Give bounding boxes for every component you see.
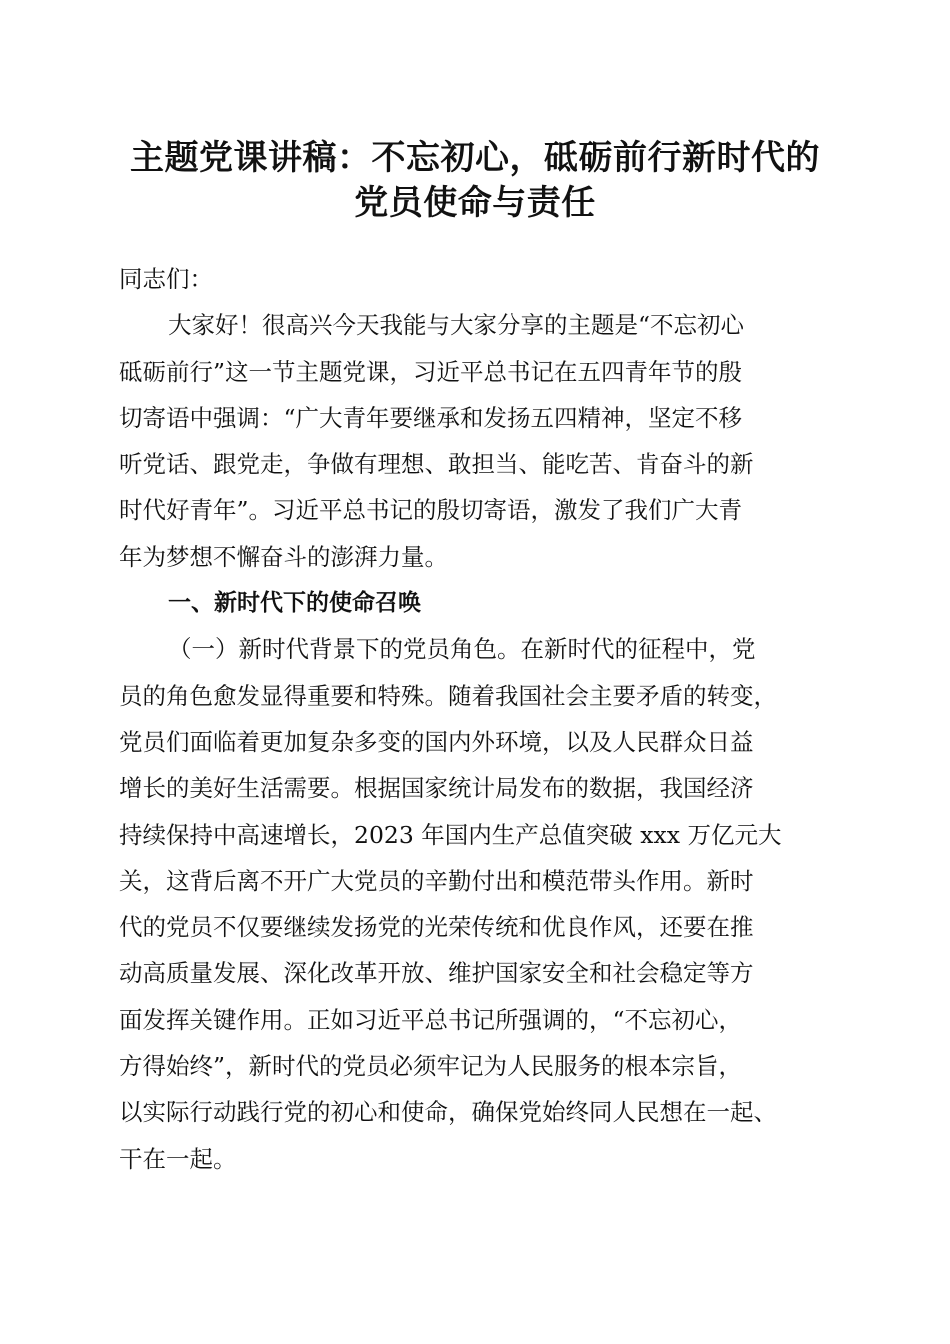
- paragraph-line: 以实际行动践行党的初心和使命，确保党始终同人民想在一起、: [119, 1098, 777, 1127]
- paragraph-line: 关，这背后离不开广大党员的辛勤付出和模范带头作用。新时: [119, 866, 754, 895]
- section-heading: 一、新时代下的使命召唤: [168, 590, 421, 617]
- paragraph-line: 员的角色愈发显得重要和特殊。随着我国社会主要矛盾的转变，: [119, 681, 777, 710]
- paragraph-line: 砥砺前行”这一节主题党课，习近平总书记在五四青年节的殷: [119, 357, 743, 386]
- document-body: [119, 256, 839, 1182]
- paragraph-line: 切寄语中强调：“广大青年要继承和发扬五四精神，坚定不移: [119, 403, 743, 432]
- paragraph-line: （一）新时代背景下的党员角色。在新时代的征程中，党: [168, 635, 756, 664]
- paragraph-line: 时代好青年”。习近平总书记的殷切寄语，激发了我们广大青: [119, 496, 743, 525]
- paragraph-line: 面发挥关键作用。正如习近平总书记所强调的，“不忘初心，: [119, 1005, 743, 1034]
- title-line-2: 党员使命与责任: [354, 183, 596, 223]
- paragraph-line: 持续保持中高速增长，2023 年国内生产总值突破 xxx 万亿元大: [119, 820, 782, 849]
- paragraph-line: 增长的美好生活需要。根据国家统计局发布的数据，我国经济: [119, 774, 754, 803]
- salutation: 同志们：: [119, 265, 213, 293]
- paragraph-line: 大家好！很高兴今天我能与大家分享的主题是“不忘初心: [168, 311, 745, 340]
- paragraph-line: 年为梦想不懈奋斗的澎湃力量。: [119, 542, 448, 571]
- paragraph-line: 听党话、跟党走，争做有理想、敢担当、能吃苦、肯奋斗的新: [119, 450, 754, 479]
- paragraph-line: 党员们面临着更加复杂多变的国内外环境，以及人民群众日益: [119, 727, 754, 756]
- title-line-1: 主题党课讲稿：不忘初心，砥砺前行新时代的: [130, 138, 820, 178]
- paragraph-line: 干在一起。: [119, 1144, 237, 1173]
- paragraph-line: 动高质量发展、深化改革开放、维护国家安全和社会稳定等方: [119, 959, 754, 988]
- paragraph-line: 代的党员不仅要继续发扬党的光荣传统和优良作风，还要在推: [119, 913, 754, 942]
- document-title: [100, 136, 850, 226]
- paragraph-line: 方得始终”，新时代的党员必须牢记为人民服务的根本宗旨，: [119, 1052, 743, 1081]
